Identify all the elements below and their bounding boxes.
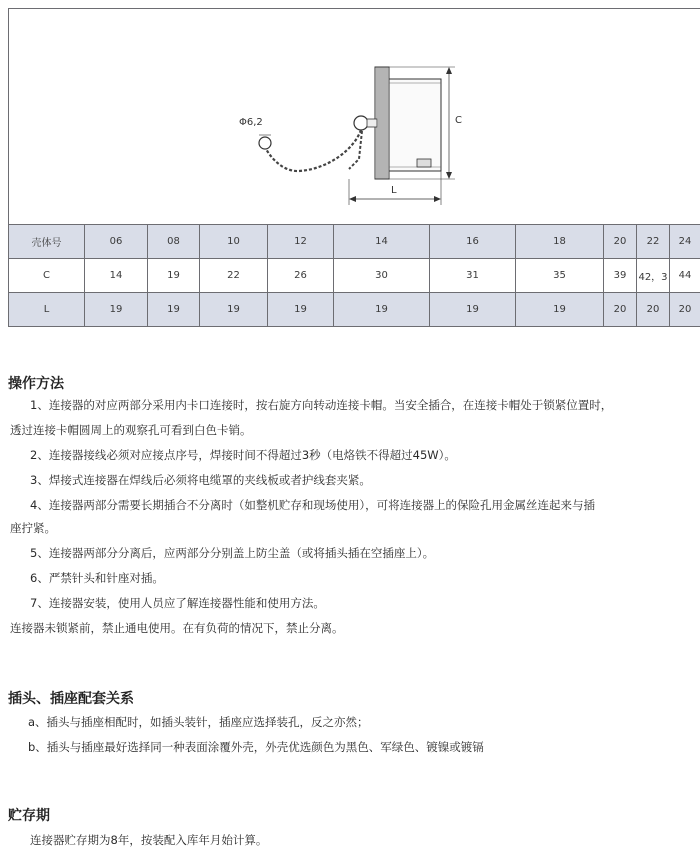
table-row-l xyxy=(9,293,700,327)
table-header-row xyxy=(9,225,700,259)
table-cell: 14 xyxy=(85,259,148,293)
header-cell: 06 xyxy=(85,225,148,259)
operation-line: 透过连接卡帽圆周上的观察孔可看到白色卡销。 xyxy=(10,423,252,437)
operation-line: 7、连接器安装，使用人员应了解连接器性能和使用方法。 xyxy=(30,596,325,610)
table-cell: 31 xyxy=(430,259,516,293)
operation-line: 2、连接器接线必须对应接点序号，焊接时间不得超过3秒（电烙铁不得超过45W）。 xyxy=(30,448,456,462)
header-cell: 22 xyxy=(637,225,670,259)
operation-line: 连接器未锁紧前，禁止通电使用。在有负荷的情况下，禁止分离。 xyxy=(10,621,344,635)
dim-c-label: C xyxy=(455,115,462,126)
spec-table xyxy=(8,224,700,327)
table-cell: 30 xyxy=(334,259,430,293)
header-cell: 24 xyxy=(670,225,700,259)
table-cell: 19 xyxy=(334,293,430,327)
header-cell: 14 xyxy=(334,225,430,259)
table-cell: 19 xyxy=(200,293,268,327)
table-cell: 44 xyxy=(670,259,700,293)
hole-diameter-label: Φ6,2 xyxy=(239,117,263,128)
row-label: C xyxy=(9,259,85,293)
header-cell: 16 xyxy=(430,225,516,259)
table-cell: 42，3 xyxy=(637,259,670,293)
section-title-operation: 操作方法 xyxy=(8,376,64,392)
header-cell: 08 xyxy=(148,225,200,259)
table-cell: 20 xyxy=(604,293,637,327)
matching-line: a、插头与插座相配时，如插头装针，插座应选择装孔，反之亦然； xyxy=(28,715,369,729)
connector-drawing xyxy=(8,8,700,225)
table-cell: 39 xyxy=(604,259,637,293)
table-cell: 19 xyxy=(148,293,200,327)
table-cell: 22 xyxy=(200,259,268,293)
table-cell: 19 xyxy=(148,259,200,293)
matching-line: b、插头与插座最好选择同一种表面涂覆外壳，外壳优选颜色为黑色、军绿色、镀镍或镀镉 xyxy=(28,740,484,754)
section-title-matching: 插头、插座配套关系 xyxy=(8,691,134,707)
header-cell: 10 xyxy=(200,225,268,259)
operation-line: 6、严禁针头和针座对插。 xyxy=(30,571,164,585)
dust-cap-illustration xyxy=(9,9,700,225)
row-label: L xyxy=(9,293,85,327)
header-cell: 18 xyxy=(516,225,604,259)
storage-line: 连接器贮存期为8年，按装配入库年月始计算。 xyxy=(30,833,268,847)
table-cell: 26 xyxy=(268,259,334,293)
operation-line: 1、连接器的对应两部分采用内卡口连接时，按右旋方向转动连接卡帽。当安全插合，在连接卡帽处于锁紧位置时， xyxy=(30,398,613,412)
operation-line: 4、连接器两部分需要长期插合不分离时（如整机贮存和现场使用），可将连接器上的保险孔用金属丝连起来与插 xyxy=(30,498,596,512)
operation-line: 5、连接器两部分分离后，应两部分分别盖上防尘盖（或将插头插在空插座上）。 xyxy=(30,546,435,560)
table-cell: 20 xyxy=(670,293,700,327)
header-cell: 12 xyxy=(268,225,334,259)
header-cell: 20 xyxy=(604,225,637,259)
table-cell: 19 xyxy=(516,293,604,327)
table-cell: 19 xyxy=(85,293,148,327)
table-cell: 19 xyxy=(430,293,516,327)
table-cell: 20 xyxy=(637,293,670,327)
operation-line: 座拧紧。 xyxy=(10,521,56,535)
header-cell: 壳体号 xyxy=(9,225,85,259)
dim-l-label: L xyxy=(391,185,397,196)
table-row-c xyxy=(9,259,700,293)
table-cell: 35 xyxy=(516,259,604,293)
operation-line: 3、焊接式连接器在焊线后必须将电缆罩的夹线板或者护线套夹紧。 xyxy=(30,473,371,487)
section-title-storage: 贮存期 xyxy=(8,808,50,824)
table-cell: 19 xyxy=(268,293,334,327)
